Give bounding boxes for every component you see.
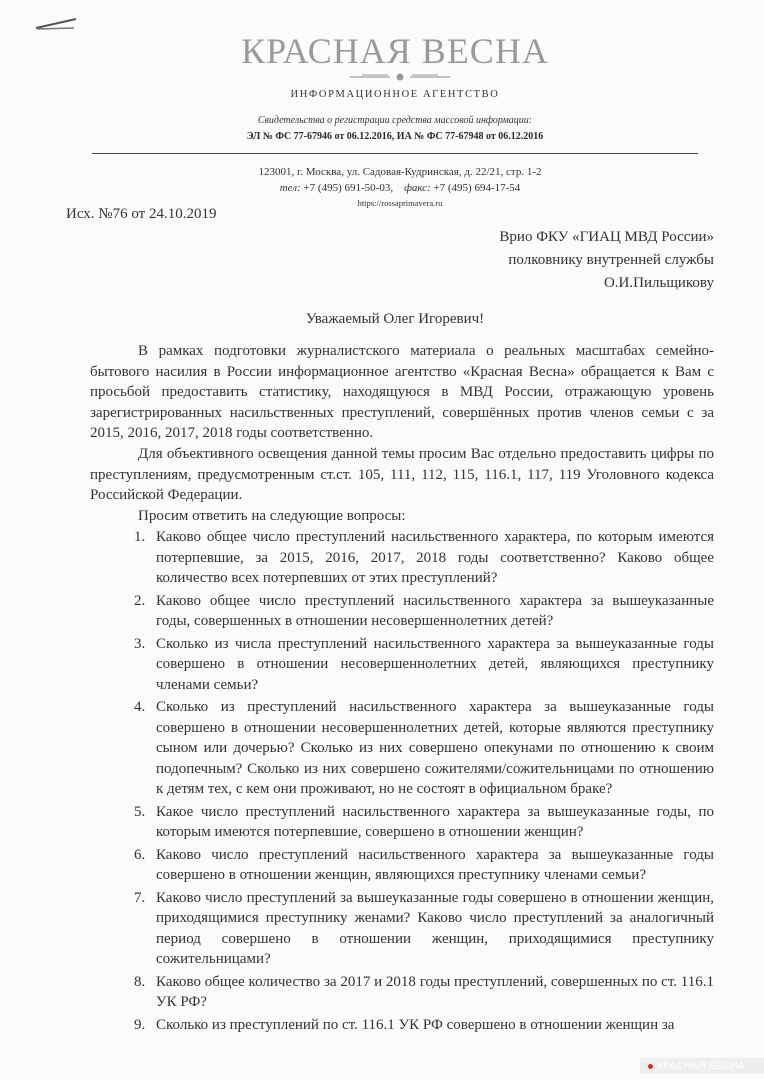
postal-address: 123001, г. Москва, ул. Садовая-Кудринская, д. 22/21, стр. 1-2 — [258, 166, 542, 178]
question-number: 8. — [134, 973, 146, 990]
fax-label: факс: — [404, 182, 431, 194]
question-number: 1. — [134, 529, 146, 545]
watermark — [640, 1058, 764, 1074]
question-text: Каково общее число преступлений насильственного характера за вышеуказанные годы, совершенных в отношении несовершеннолетних детей? — [156, 592, 714, 629]
question-text: Каково число преступлений за вышеуказанные годы совершено в отношении женщин, приходящимися преступнику женами? Каково число преступлений за аналогичный период совершено в отношении женщин, приходящимися преступнику сожительницами? — [156, 889, 714, 967]
recipient-organization: Врио ФКУ «ГИАЦ МВД России» — [499, 229, 714, 245]
question-number: 6. — [134, 846, 146, 863]
question-item — [134, 802, 714, 843]
recipient-rank: полковнику внутренней службы — [508, 252, 714, 268]
question-item — [134, 634, 714, 696]
pen-mark-icon — [34, 16, 78, 30]
question-number: 4. — [134, 699, 146, 715]
question-number: 9. — [134, 1016, 146, 1033]
question-item — [134, 888, 714, 970]
questions-list — [134, 527, 714, 1037]
phone-number: +7 (495) 691-50-03, — [303, 182, 394, 194]
agency-logo-title: КРАСНАЯ ВЕСНА — [241, 31, 549, 71]
question-number: 2. — [134, 592, 146, 609]
question-item — [134, 1015, 714, 1036]
question-item — [134, 845, 714, 886]
paragraph-text: Для объективного освещения данной темы просим Вас отдельно предоставить цифры по преступлениям, предусмотренным ст.ст. 105, 111, 112, 115, 116.1, 117, 119 Уголовного кодекса Российской Федерации. — [90, 446, 714, 503]
registration-numbers: ЭЛ № ФС 77-67946 от 06.12.2016, ИА № ФС 77-67948 от 06.12.2016 — [246, 131, 544, 142]
question-text: Сколько из числа преступлений насильственного характера за вышеуказанные годы совершено в отношении несовершеннолетних детей, являющихся преступнику членами семьи? — [156, 635, 714, 693]
question-number: 7. — [134, 889, 146, 906]
registration-label: Свидетельства о регистрации средства массовой информации: — [257, 115, 533, 126]
body-paragraph — [90, 506, 714, 527]
website-link[interactable]: https://rossaprimavera.ru — [357, 198, 443, 208]
question-text: Сколько из преступлений по ст. 116.1 УК РФ совершено в отношении женщин за — [156, 1016, 675, 1033]
question-number: 3. — [134, 635, 146, 652]
paragraph-text: Просим ответить на следующие вопросы: — [138, 508, 406, 524]
phone-label: тел: — [279, 182, 301, 194]
header-divider — [92, 153, 698, 154]
outgoing-reference: Исх. №76 от 24.10.2019 — [66, 206, 217, 222]
salutation: Уважаемый Олег Игоревич! — [305, 311, 485, 327]
question-item — [134, 591, 714, 632]
body-paragraph — [90, 341, 714, 444]
question-item — [134, 527, 714, 589]
fax-number: +7 (495) 694-17-54 — [433, 182, 521, 194]
question-text: Каково общее количество за 2017 и 2018 годы преступлений, совершенных по ст. 116.1 УК РФ? — [156, 973, 714, 1010]
question-item — [134, 972, 714, 1013]
contact-phones — [0, 182, 764, 194]
body-paragraph — [90, 444, 714, 506]
logo-ornament-icon — [350, 72, 450, 82]
paragraph-text: В рамках подготовки журналистского материала о реальных масштабах семейно-бытового насилия в России информационное агентство «Красная Весна» обращается к Вам с просьбой предоставить статистику, находящуюся в МВД России, отражающую уровень зарегистрированных насильственных преступлений, совершённых против членов семьи с за 2015, 2016, 2017, 2018 годы соответственно. — [90, 343, 714, 441]
watermark-text: КРАСНАЯ ВЕСНА — [657, 1060, 745, 1072]
question-text: Сколько из преступлений насильственного характера за вышеуказанные годы совершено в отношении несовершеннолетних детей, которые являются преступнику сыном или дочерью? Сколько из них совершено опекунами по отношению к своим подопечным? Сколько из них совершено сожителями/сожительницами по отношению к детям тех, с кем они проживают, но не состоят в официальном браке? — [156, 699, 714, 797]
question-text: Каково общее число преступлений насильственного характера, по которым имеются потерпевшие, за 2015, 2016, 2017, 2018 годы соответственно? Каково общее количество всех потерпевших от этих преступлений? — [156, 529, 714, 586]
question-number: 5. — [134, 803, 146, 820]
watermark-dot-icon — [648, 1064, 653, 1069]
question-text: Каково число преступлений насильственного характера за вышеуказанные годы совершено в отношении женщин, являющихся преступнику членами семьи? — [156, 846, 714, 883]
question-text: Какое число преступлений насильственного характера за вышеуказанные годы, по которым имеются потерпевшие, совершено в отношении женщин? — [156, 803, 714, 840]
question-item — [134, 697, 714, 800]
agency-subtitle: ИНФОРМАЦИОННОЕ АГЕНТСТВО — [290, 89, 500, 100]
recipient-name: О.И.Пильщикову — [603, 275, 714, 291]
